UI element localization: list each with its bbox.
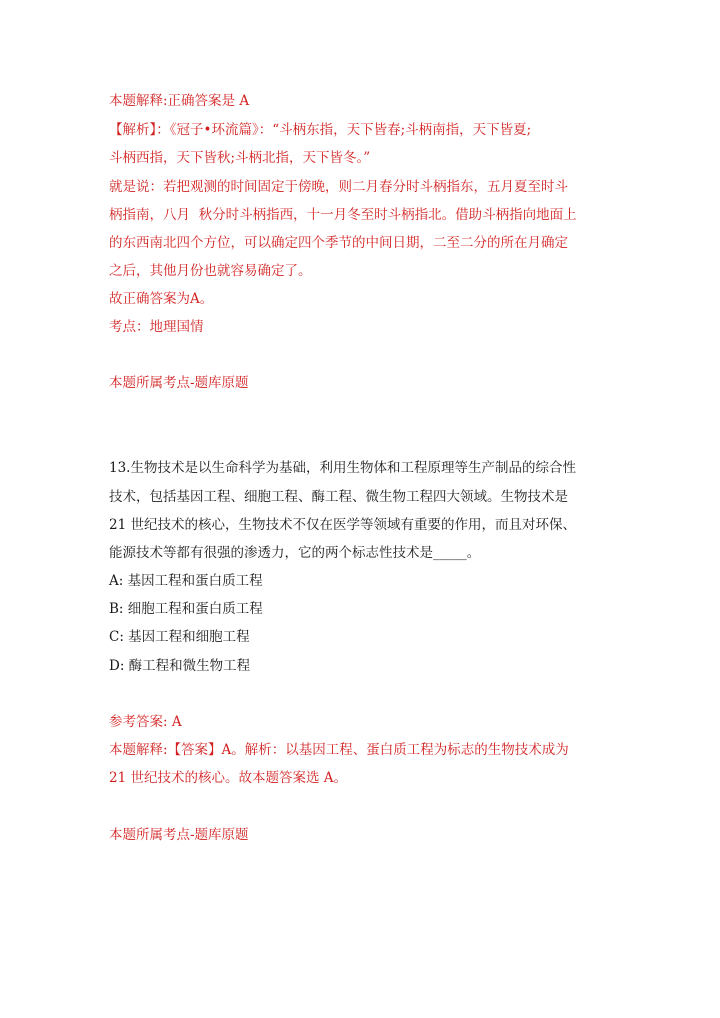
q12-analysis-line: 的东西南北四个方位，可以确定四个季节的中间日期，二至二分的所在月确定 — [109, 235, 568, 251]
q13-stem-line: 能源技术等都有很强的渗透力，它的两个标志性技术是_____。 — [109, 545, 481, 561]
q12-source-line: 本题所属考点-题库原题 — [109, 375, 249, 391]
q13-stem-line: 技术，包括基因工程、细胞工程、酶工程、微生物工程四大领域。生物技术是 — [109, 489, 568, 505]
q12-analysis-line: 斗柄西指，天下皆秋;斗柄北指，天下皆冬。” — [109, 150, 371, 166]
q12-kaodian-line: 考点：地理国情 — [109, 319, 204, 335]
q12-explain-line: 本题解释:正确答案是 A — [109, 93, 250, 109]
q12-answer-line: 故正确答案为A。 — [109, 291, 214, 307]
q12-analysis-line: 就是说：若把观测的时间固定于傍晚，则二月春分时斗柄指东，五月夏至时斗 — [109, 179, 568, 195]
q13-stem-line: 13.生物技术是以生命科学为基础，利用生物体和工程原理等生产制品的综合性 — [109, 460, 576, 476]
q13-option-b: B: 细胞工程和蛋白质工程 — [109, 601, 263, 617]
q12-analysis-line: 柄指南，八月 秋分时斗柄指西，十一月冬至时斗柄指北。借助斗柄指向地面上 — [109, 207, 577, 223]
q13-explain-line: 本题解释:【答案】A。解析：以基因工程、蛋白质工程为标志的生物技术成为 — [109, 742, 569, 758]
q13-source-line: 本题所属考点-题库原题 — [109, 827, 249, 843]
q12-analysis-line: 【解析】：《冠子•环流篇》：“斗柄东指，天下皆春;斗柄南指，天下皆夏; — [109, 122, 532, 138]
q13-explain-line: 21 世纪技术的核心。故本题答案选 A。 — [109, 770, 348, 786]
q13-ref-answer: 参考答案: A — [109, 714, 182, 730]
q12-analysis-line: 之后，其他月份也就容易确定了。 — [109, 263, 312, 279]
q13-stem-line: 21 世纪技术的核心，生物技术不仅在医学等领域有重要的作用，而且对环保、 — [109, 517, 576, 533]
q13-option-c: C: 基因工程和细胞工程 — [109, 629, 250, 645]
q13-option-a: A: 基因工程和蛋白质工程 — [109, 573, 263, 589]
q13-option-d: D: 酶工程和微生物工程 — [109, 658, 251, 674]
